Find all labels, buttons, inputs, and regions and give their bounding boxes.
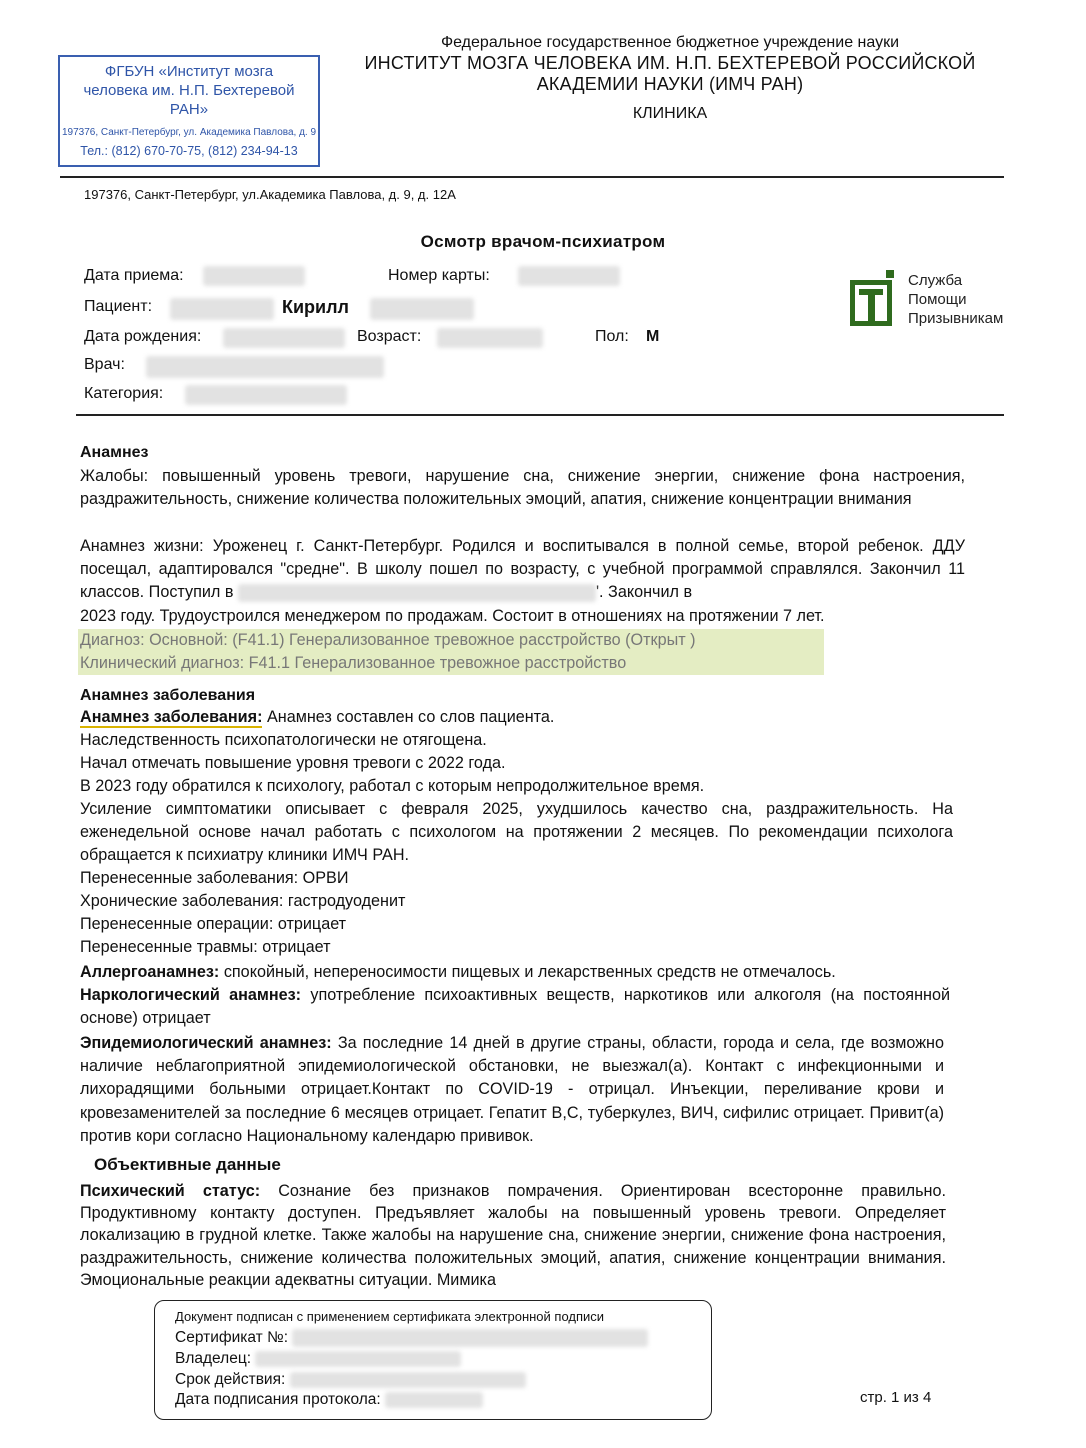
life-history-part-b: '. Закончил в [595, 583, 693, 602]
certificate-row [175, 1329, 648, 1347]
age-redacted [437, 328, 543, 348]
header-line-4: КЛИНИКА [632, 105, 708, 122]
fields-divider [76, 414, 1004, 416]
header-line-1: Федеральное государственное бюджетное учреждение науки [440, 34, 900, 51]
patient-surname-redacted [170, 298, 274, 320]
epidemiology-label: Эпидемиологический анамнез: [80, 1034, 332, 1052]
logo-line-3: Призывникам [908, 310, 1004, 327]
logo-line-2: Помощи [908, 291, 967, 308]
main-diagnosis: Диагноз: Основной: (F41.1) Генерализованное тревожное расстройство (Открыт ) [78, 629, 824, 652]
service-logo-text [908, 271, 1003, 328]
university-redacted [238, 584, 596, 602]
patient-first-name: Кирилл [282, 297, 349, 317]
narcology-text: употребление психоактивных веществ, наркотиков или алкоголя (на постоянной основе) отрицает [80, 986, 950, 1028]
sex-label: Пол: [595, 328, 629, 345]
stamp-line-3: РАН» [169, 101, 209, 118]
onset-text: Начал отмечать повышение уровня тревоги с 2022 года. [80, 754, 506, 772]
stamp-line-2: человека им. Н.П. Бехтеревой [83, 82, 295, 99]
dob-redacted [223, 328, 345, 348]
disease-history-source: Анамнез составлен со слов пациента. [266, 708, 555, 726]
disease-history-line-1 [80, 706, 965, 729]
allergy-text: спокойный, непереносимости пищевых и лекарственных средств не отмечалось. [223, 963, 836, 981]
e-signature-box [154, 1300, 712, 1420]
category-redacted [185, 385, 347, 405]
patient-label: Пациент: [84, 298, 153, 315]
owner-label: Владелец: [175, 1350, 252, 1367]
life-history [80, 535, 965, 605]
clinical-diagnosis: Клинический диагноз: F41.1 Генерализованное тревожное расстройство [78, 652, 824, 675]
narcology-history [80, 984, 950, 1030]
epidemiology-history [80, 1032, 944, 1148]
institute-stamp [58, 55, 320, 167]
anamnesis-heading: Анамнез [80, 444, 149, 461]
mental-status-text: Сознание без признаков помрачения. Ориентирован всесторонне правильно. Продуктивному контакту доступен. Предъявляет жалобы на повышенный уровень тревоги. Определяет локализацию в грудной клетке. Также жалобы на нарушение сна, снижение энергии, снижение фона настроения, раздражительность, снижение количества положительных эмоций, апатия, снижение концентрации внимания. Эмоциональные реакции адекватны ситуации. Мимика [80, 1182, 946, 1289]
allergy-label: Аллергоанамнез: [80, 963, 220, 981]
stamp-line-1: ФГБУН «Институт мозга [104, 63, 274, 80]
signed-date-row [175, 1391, 483, 1409]
stamp-phone: Тел.: (812) 670-70-75, (812) 234-94-13 [80, 144, 298, 158]
certificate-label: Сертификат №: [175, 1329, 289, 1347]
mental-status [80, 1180, 946, 1291]
card-number-redacted [518, 266, 620, 286]
visit-date-label: Дата приема: [84, 267, 184, 284]
owner-redacted [255, 1351, 461, 1367]
category-label: Категория: [84, 385, 164, 402]
disease-history-heading: Анамнез заболевания [80, 687, 256, 704]
validity-label: Срок действия: [175, 1371, 286, 1388]
signature-caption: Документ подписан с применением сертификата электронной подписи [175, 1309, 605, 1324]
narcology-label: Наркологический анамнез: [80, 986, 302, 1004]
patient-patronymic-redacted [370, 298, 474, 320]
header-line-3: АКАДЕМИИ НАУКИ (ИМЧ РАН) [536, 74, 804, 94]
logo-line-1: Служба [908, 272, 963, 289]
doctor-label: Врач: [84, 356, 125, 373]
past-operations: Перенесенные операции: отрицает [80, 915, 347, 933]
page-number: стр. 1 из 4 [860, 1389, 932, 1406]
clinic-address: 197376, Санкт-Петербург, ул.Академика Павлова, д. 9, д. 12А [84, 187, 456, 202]
header-divider [60, 176, 1004, 178]
validity-row [175, 1371, 526, 1389]
past-injuries: Перенесенные травмы: отрицает [80, 938, 331, 956]
mental-status-label: Психический статус: [80, 1182, 261, 1200]
allergy-history [80, 961, 965, 984]
stamp-address: 197376, Санкт-Петербург, ул. Академика Павлова, д. 9 [61, 127, 317, 138]
heredity-text: Наследственность психопатологически не отягощена. [80, 731, 487, 749]
visit-date-redacted [203, 266, 305, 286]
past-diseases: Перенесенные заболевания: ОРВИ [80, 869, 349, 887]
life-history-part-c: 2023 году. Трудоустроился менеджером по продажам. Состоит в отношениях на протяжении 7 лет. [80, 607, 825, 625]
disease-history-label: Анамнез заболевания: [80, 708, 263, 726]
complaints-text: Жалобы: повышенный уровень тревоги, нарушение сна, снижение энергии, снижение фона настроения, раздражительность, снижение количества положительных эмоций, апатия, снижение концентрации внимания [80, 467, 965, 509]
dob-label: Дата рождения: [84, 328, 202, 345]
doctor-redacted [146, 356, 384, 378]
owner-row [175, 1350, 461, 1368]
life-history-part-a: Анамнез жизни: Уроженец г. Санкт-Петербург. Родился и воспитывался в полной семье, второй ребенок. ДДУ посещал, адаптировался "средне". В школу пошел по возрасту, с учебной программой справлялся. Закончил 11 классов. Поступил в [80, 537, 965, 602]
header-line-2: ИНСТИТУТ МОЗГА ЧЕЛОВЕКА ИМ. Н.П. БЕХТЕРЕВОЙ РОССИЙСКОЙ [364, 53, 976, 73]
sex-value: М [646, 328, 660, 345]
worsening-text: Усиление симптоматики описывает с февраля 2025, ухудшилось качество сна, раздражительность. На еженедельной основе начал работать с психологом на протяжении 2 месяцев. По рекомендации психолога обращается к психиатру клиники ИМЧ РАН. [80, 800, 953, 865]
card-number-label: Номер карты: [388, 267, 490, 284]
chronic-diseases: Хронические заболевания: гастродуоденит [80, 892, 406, 910]
signed-date-redacted [385, 1392, 483, 1408]
objective-heading: Объективные данные [94, 1155, 281, 1174]
institution-header [330, 33, 1010, 124]
age-label: Возраст: [357, 328, 422, 345]
psychologist-text: В 2023 году обратился к психологу, работал с которым непродолжительное время. [80, 777, 705, 795]
service-logo-icon [850, 270, 896, 328]
document-title: Осмотр врачом-психиатром [420, 232, 666, 251]
certificate-redacted [292, 1329, 648, 1347]
validity-redacted [290, 1372, 526, 1388]
epidemiology-text: За последние 14 дней в другие страны, области, города и села, где возможно наличие неблагоприятной эпидемиологической обстановки, не выезжал(а). Контакт с инфекционными и лихорадящими больными отрицает.Контакт по COVID-19 - отрицал. Инъекции, переливание крови и кровезаменителей за последние 6 месяцев отрицает. Гепатит В,С, туберкулез, ВИЧ, сифилис отрицает. Привит(а) против кори согласно Национальному календарю прививок. [80, 1034, 944, 1145]
signed-date-label: Дата подписания протокола: [175, 1391, 381, 1408]
